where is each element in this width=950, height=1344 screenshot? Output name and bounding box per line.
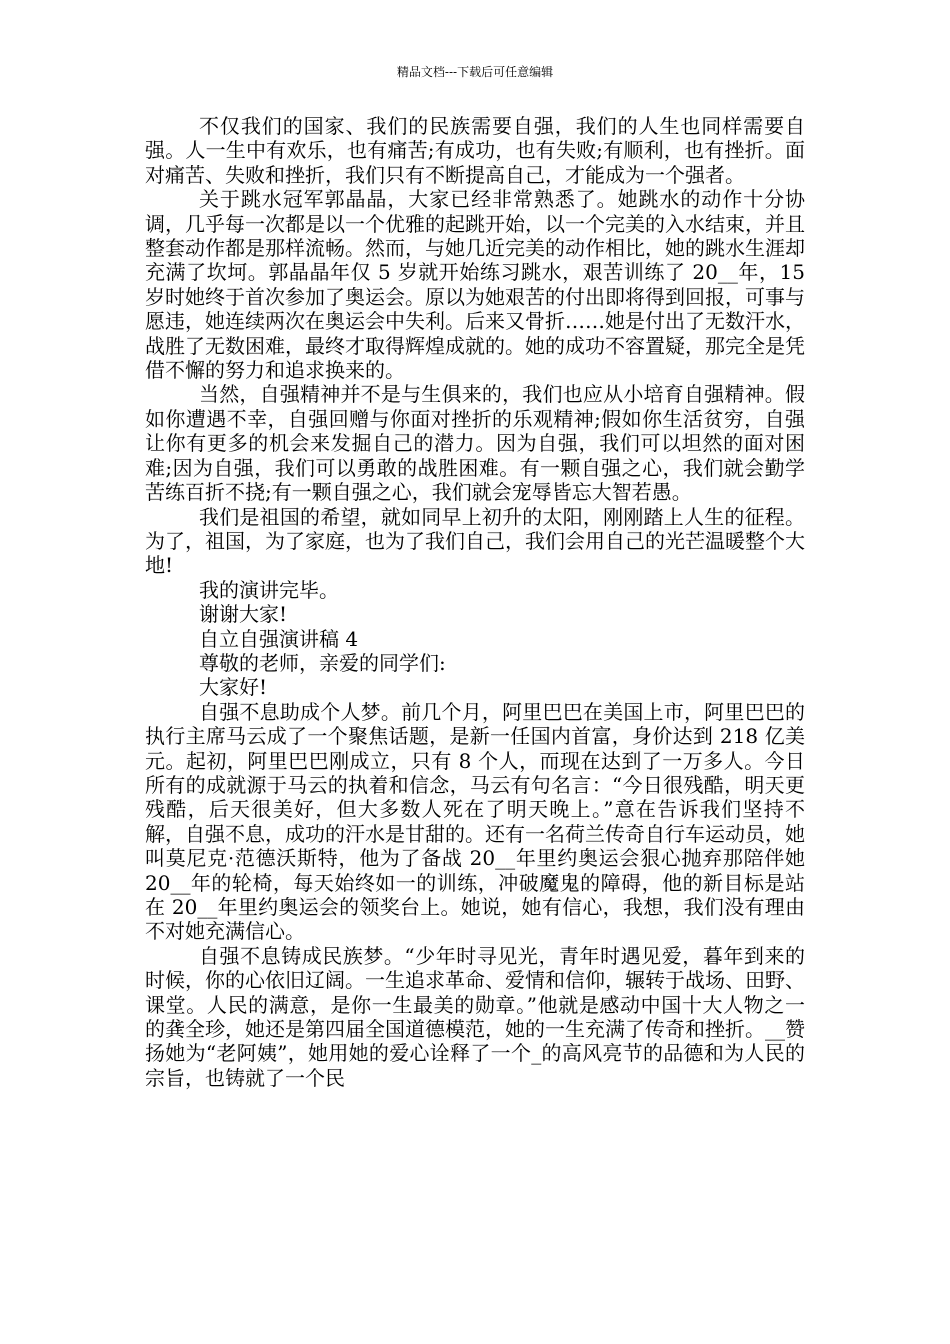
- speech-salutation: 尊敬的老师，亲爱的同学们:: [199, 650, 446, 675]
- paragraph-national-self-reliance: 不仅我们的国家、我们的民族需要自强，我们的人生也同样需要自强。人一生中有欢乐，也有痛苦;有成功，也有失败;有顺利，也有挫折。面对痛苦、失败和挫折，我们只有不断提高自己，才能成为一个强者。: [145, 114, 805, 187]
- paragraph-national-dream: 自强不息铸成民族梦。“少年时寻见光，青年时遇见爱，暮年到来的时候，你的心依旧辽阔。一生追求革命、爱情和信仰，辗转于战场、田野、课堂。人民的满意，是你一生最美的勋章。”他就是感动中国十大人物之一的龚全珍，她还是第四届全国道德模范，她的一生充满了传奇和挫折。__赞扬她为“老阿姨”，她用她的爱心诠释了一个_的高风亮节的品德和为人民的宗旨，也铸就了一个民: [145, 943, 805, 1090]
- speech-thanks: 谢谢大家!: [199, 602, 288, 627]
- speech-closing: 我的演讲完毕。: [199, 577, 339, 602]
- paragraph-guo-jingjing: 关于跳水冠军郭晶晶，大家已经非常熟悉了。她跳水的动作十分协调，几乎每一次都是以一个优雅的起跳开始，以一个完美的入水结束，并且整套动作都是那样流畅。然而，与她几近完美的动作相比，她的跳水生涯却充满了坎坷。郭晶晶年仅 5 岁就开始练习跳水，艰苦训练了 20__年，15 岁时她终于首次参加了奥运会。原以为她艰苦的付出即将得到回报，可事与愿违，她连续两次在奥运会中失利。后来又骨折……她是付出了无数汗水，战胜了无数困难，最终才取得辉煌成就的。她的成功不容置疑，那完全是凭借不懈的努力和追求换来的。: [145, 187, 805, 383]
- speech-title-4: 自立自强演讲稿 4: [199, 626, 359, 651]
- page-header-watermark: 精品文档---下载后可任意编辑: [396, 65, 554, 79]
- speech-greeting: 大家好!: [199, 675, 268, 700]
- paragraph-cultivate-spirit: 当然，自强精神并不是与生俱来的，我们也应从小培育自强精神。假如你遭遇不幸，自强回赠与你面对挫折的乐观精神;假如你生活贫穷，自强让你有更多的机会来发掘自己的潜力。因为自强，我们可以坦然的面对困难;因为自强，我们可以勇敢的战胜困难。有一颗自强之心，我们就会勤学苦练百折不挠;有一颗自强之心，我们就会宠辱皆忘大智若愚。: [145, 382, 805, 505]
- document-body: [145, 114, 805, 1090]
- paragraph-personal-dream: 自强不息助成个人梦。前几个月，阿里巴巴在美国上市，阿里巴巴的执行主席马云成了一个聚焦话题，是新一任国内首富，身价达到 218 亿美元。起初，阿里巴巴刚成立，只有 8 个人，而现在达到了一万多人。今日所有的成就源于马云的执着和信念，马云有句名言：“今日很残酷，明天更残酷，后天很美好，但大多数人死在了明天晚上。”意在告诉我们坚持不解，自强不息，成功的汗水是甘甜的。还有一名荷兰传奇自行车运动员，她叫莫尼克·范德沃斯特，他为了备战 20__年里约奥运会狠心抛弃那陪伴她 20__年的轮椅，每天始终如一的训练，冲破魔鬼的障碍，他的新目标是站在 20__年里约奥运会的领奖台上。她说，她有信心，我想，我们没有理由不对她充满信心。: [145, 699, 805, 944]
- paragraph-hope-of-country: 我们是祖国的希望，就如同早上初升的太阳，刚刚踏上人生的征程。为了，祖国，为了家庭，也为了我们自己，我们会用自己的光芒温暖整个大地!: [145, 504, 805, 578]
